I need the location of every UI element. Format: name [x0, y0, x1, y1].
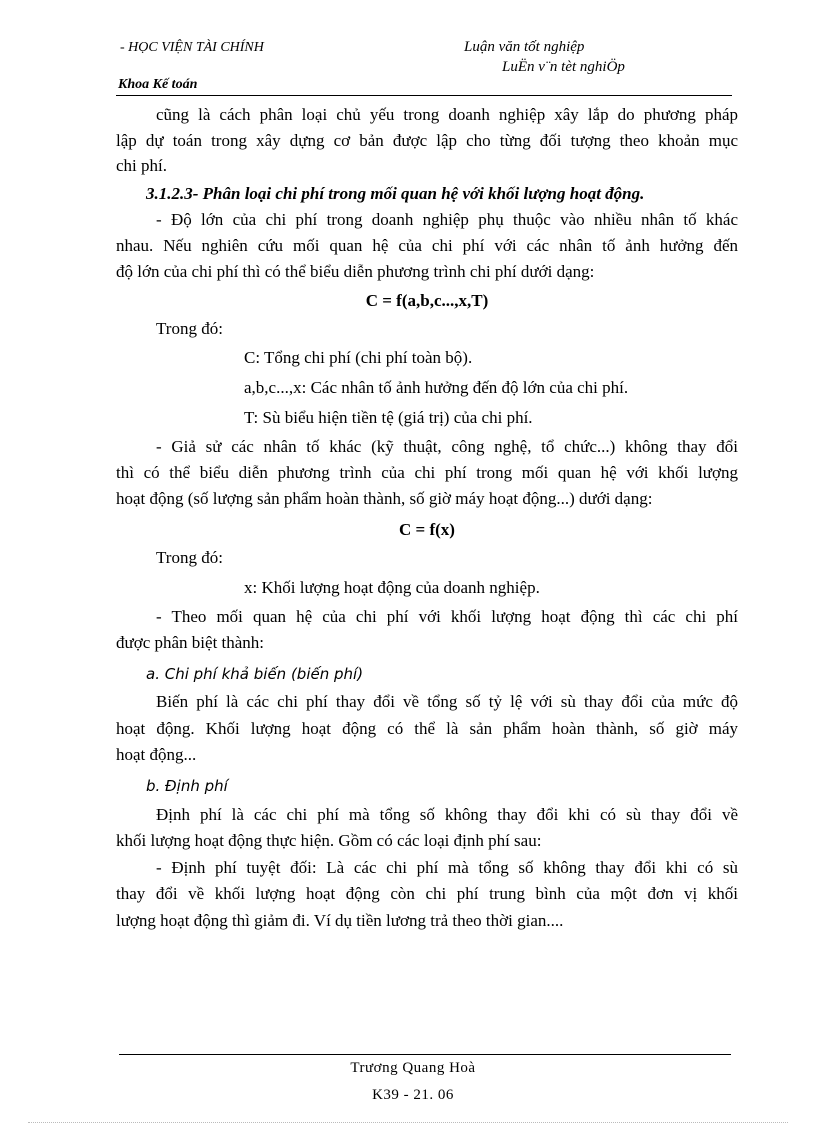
header-institute: - HỌC VIỆN TÀI CHÍNH: [120, 40, 264, 55]
subheading-a: a. Chi phí khả biến (biến phí): [146, 665, 364, 683]
header-department: Khoa Kế toán: [118, 77, 198, 92]
body-line: Biến phí là các chi phí thay đổi về tổng số tỷ lệ với sù thay đổi của mức độ: [156, 692, 738, 711]
body-line: - Độ lớn của chi phí trong doanh nghiệp phụ thuộc vào nhiều nhân tố khác: [156, 210, 738, 229]
body-line: khối lượng hoạt động thực hiện. Gồm có các loại định phí sau:: [116, 831, 542, 850]
definition-line: C: Tổng chi phí (chi phí toàn bộ).: [244, 348, 473, 367]
body-line: - Định phí tuyệt đối: Là các chi phí mà tổng số không thay đổi khi có sù: [156, 858, 738, 877]
body-line: cũng là cách phân loại chủ yếu trong doanh nghiệp xây lắp do phương pháp: [156, 105, 738, 124]
trong-do-label: Trong đó:: [156, 548, 223, 567]
body-line: thay đổi về khối lượng hoạt động còn chi phí trung bình của một đơn vị khối: [116, 884, 738, 903]
header-doc-type: Luận văn tốt nghiệp: [464, 39, 585, 55]
body-line: độ lớn của chi phí thì có thể biểu diễn phương trình chi phí dưới dạng:: [116, 262, 595, 281]
body-line: chi phí.: [116, 156, 167, 175]
body-line: thì có thể biểu diễn phương trình của chi phí trong mối quan hệ với khối lượng: [116, 463, 738, 482]
header-doc-type-garbled: LuËn v¨n tèt nghiÖp: [502, 59, 625, 75]
body-line: hoạt động. Khối lượng hoạt động có thể là sản phẩm hoàn thành, số giờ máy: [116, 719, 738, 738]
body-line: nhau. Nếu nghiên cứu mối quan hệ của chi phí với các nhân tố ảnh hưởng đến: [116, 236, 738, 255]
body-line: hoạt động...: [116, 745, 197, 764]
formula-2: C = f(x): [399, 520, 455, 539]
body-line: lượng hoạt động thì giảm đi. Ví dụ tiền lương trả theo thời gian....: [116, 911, 564, 930]
definition-line: a,b,c...,x: Các nhân tố ảnh hưởng đến độ lớn của chi phí.: [244, 378, 629, 397]
definition-line: x: Khối lượng hoạt động của doanh nghiệp.: [244, 578, 540, 597]
section-heading: 3.1.2.3- Phân loại chi phí trong mối quan hệ với khối lượng hoạt động.: [146, 184, 645, 203]
footer-author: Trương Quang Hoà: [350, 1060, 476, 1076]
body-line: - Theo mối quan hệ của chi phí với khối lượng hoạt động thì các chi phí: [156, 607, 738, 626]
body-line: lập dự toán trong xây dựng cơ bản được lập cho từng đối tượng theo khoản mục: [116, 131, 738, 150]
definition-line: T: Sù biểu hiện tiền tệ (giá trị) của chi phí.: [244, 408, 533, 427]
body-line: - Giả sử các nhân tố khác (kỹ thuật, công nghệ, tổ chức...) không thay đổi: [156, 437, 738, 456]
subheading-b: b. Định phí: [146, 777, 228, 795]
footer-class: K39 - 21. 06: [372, 1087, 454, 1103]
formula-1: C = f(a,b,c...,x,T): [365, 291, 489, 310]
footer-rule: [119, 1054, 731, 1055]
header-rule: [116, 95, 732, 96]
trong-do-label: Trong đó:: [156, 319, 223, 338]
body-line: hoạt động (số lượng sản phẩm hoàn thành, số giờ máy hoạt động...) dưới dạng:: [116, 489, 653, 508]
body-line: Định phí là các chi phí mà tổng số không thay đổi khi có sù thay đổi về: [156, 805, 738, 824]
body-line: được phân biệt thành:: [116, 633, 265, 652]
